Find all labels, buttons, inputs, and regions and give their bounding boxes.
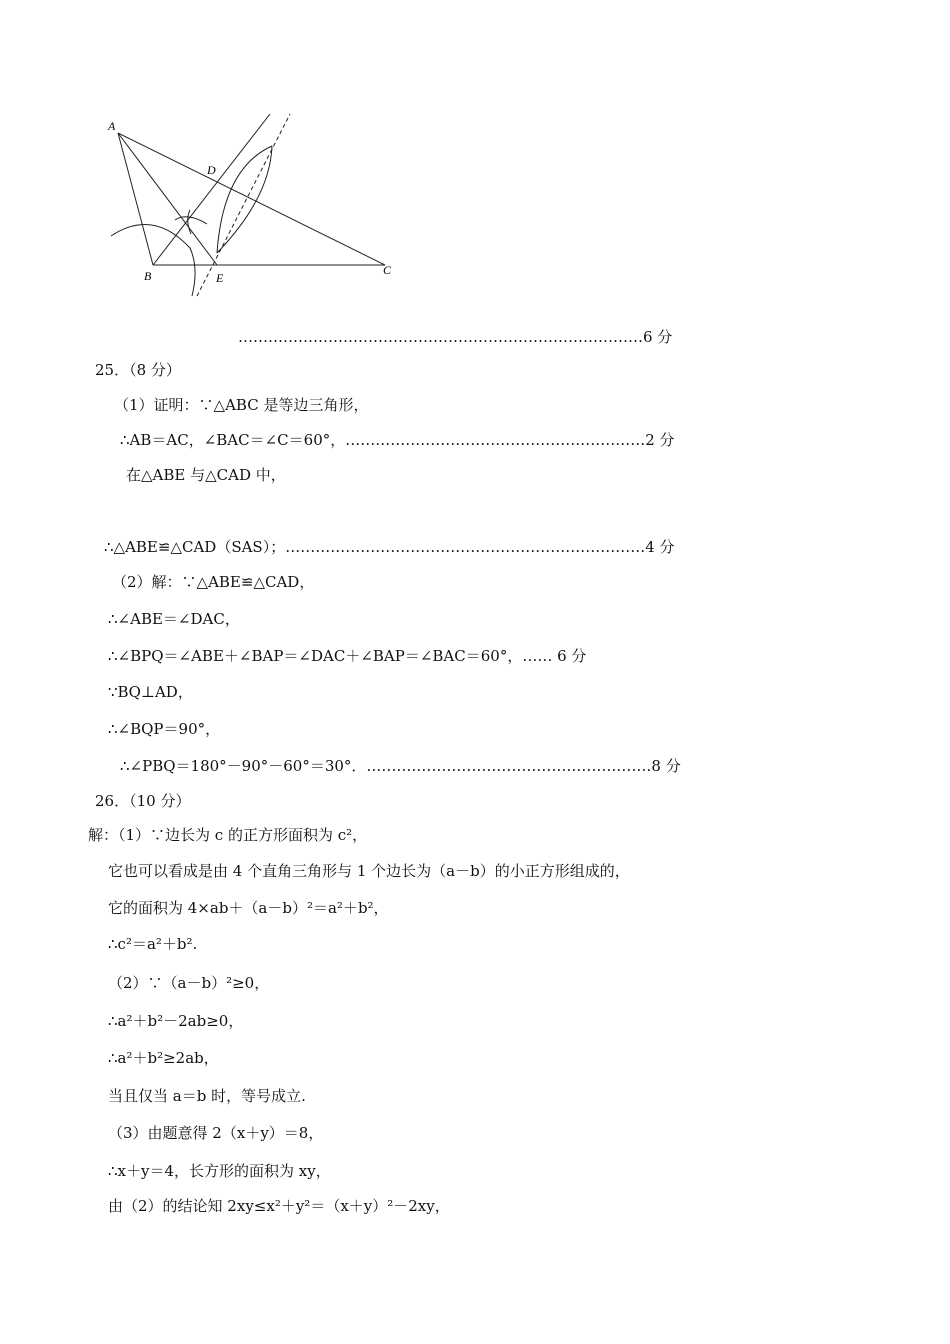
q26-line-2: 它也可以看成是由 4 个直角三角形与 1 个边长为（a－b）的小正方形组成的， bbox=[108, 862, 630, 880]
arc-at-b bbox=[111, 224, 195, 296]
perpendicular-bisector bbox=[197, 114, 290, 296]
segment-ac bbox=[118, 133, 385, 265]
lens-arc-right bbox=[217, 146, 272, 253]
solution-line-3: ∴∠BPQ＝∠ABE＋∠BAP＝∠DAC＋∠BAP＝∠BAC＝60°，…… 6 分 bbox=[108, 647, 587, 665]
bisector-ray bbox=[153, 114, 270, 265]
q26-line-7: ∴a²＋b²≥2ab， bbox=[108, 1049, 219, 1067]
q26-line-4: ∴c²＝a²＋b². bbox=[108, 935, 198, 953]
label-b: B bbox=[144, 269, 152, 283]
score-line-6: ………………………………………………………………………6 分 bbox=[238, 328, 673, 346]
q26-line-6: ∴a²＋b²－2ab≥0， bbox=[108, 1012, 244, 1030]
proof-line-3: 在△ABE 与△CAD 中， bbox=[126, 466, 286, 484]
q26-line-3: 它的面积为 4×ab＋（a－b）²＝a²＋b²， bbox=[108, 899, 389, 917]
solution-line-1: （2）解：∵△ABE≌△CAD， bbox=[112, 573, 315, 591]
proof-line-4: ∴△ABE≌△CAD（SAS）；………………………………………………………………4 分 bbox=[104, 538, 675, 556]
lens-arc-left bbox=[217, 146, 272, 253]
label-a: A bbox=[108, 119, 116, 133]
geometry-figure bbox=[95, 108, 405, 308]
proof-line-1: （1）证明：∵△ABC 是等边三角形， bbox=[114, 396, 369, 414]
q26-line-8: 当且仅当 a＝b 时，等号成立. bbox=[108, 1087, 306, 1105]
label-e: E bbox=[216, 271, 224, 285]
q26-line-9: （3）由题意得 2（x＋y）＝8， bbox=[108, 1124, 324, 1142]
proof-line-2: ∴AB＝AC，∠BAC＝∠C＝60°，……………………………………………………2 分 bbox=[120, 431, 675, 449]
q26-line-10: ∴x＋y＝4，长方形的面积为 xy， bbox=[108, 1162, 331, 1180]
q26-line-5: （2）∵（a－b）²≥0， bbox=[108, 974, 270, 992]
label-c: C bbox=[383, 263, 392, 277]
solution-line-6: ∴∠PBQ＝180°－90°－60°＝30°．…………………………………………………8 分 bbox=[120, 757, 681, 775]
arc-mark-1 bbox=[175, 217, 207, 224]
q26-line-11: 由（2）的结论知 2xy≤x²＋y²＝（x＋y）²－2xy， bbox=[108, 1197, 450, 1215]
question-26-heading: 26．（10 分） bbox=[95, 792, 191, 810]
label-d: D bbox=[207, 163, 216, 177]
segment-ab bbox=[118, 133, 153, 265]
q26-line-1: 解：（1）∵边长为 c 的正方形面积为 c²， bbox=[88, 826, 368, 844]
solution-line-2: ∴∠ABE＝∠DAC， bbox=[108, 610, 240, 628]
question-25-heading: 25．（8 分） bbox=[95, 361, 181, 379]
segment-ae bbox=[118, 133, 217, 265]
solution-line-4: ∵BQ⊥AD， bbox=[108, 683, 193, 701]
solution-line-5: ∴∠BQP＝90°， bbox=[108, 720, 221, 738]
